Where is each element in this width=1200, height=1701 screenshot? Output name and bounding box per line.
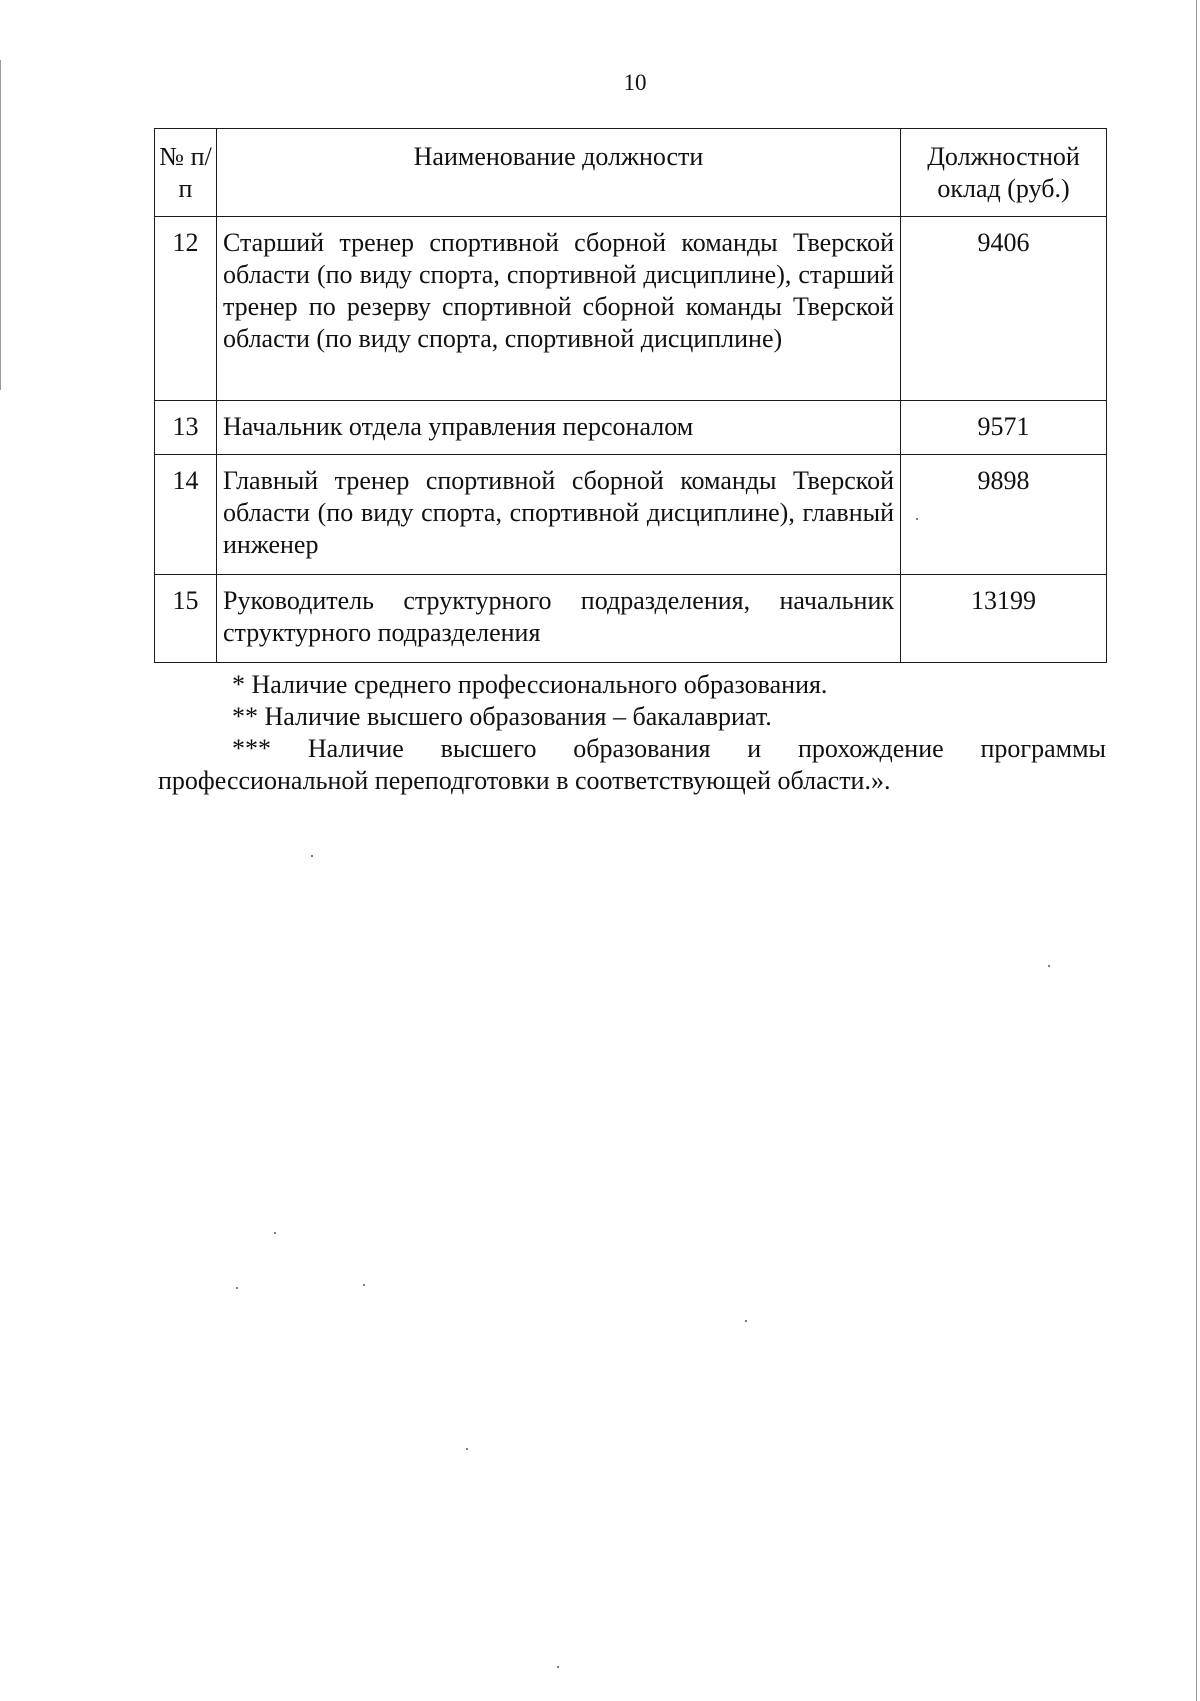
table-header-row: [155, 129, 1107, 217]
scan-speck: [557, 1666, 559, 1668]
scan-speck: [466, 1448, 468, 1450]
row-position: Старший тренер спортивной сборной команды Тверской области (по виду спорта, спортивной дисциплине), старший тренер по резерву спортивной сборной команды Тверской области (по виду спорта, спортивной дисциплине): [217, 217, 901, 401]
scan-speck: [236, 1287, 238, 1289]
table-row: [155, 401, 1107, 455]
scan-speck: [363, 1284, 365, 1286]
scan-speck: [311, 855, 313, 857]
row-position: Главный тренер спортивной сборной команды Тверской области (по виду спорта, спортивной дисциплине), главный инженер: [217, 455, 901, 575]
footnote-secondary-education: * Наличие среднего профессионального образования.: [232, 670, 828, 699]
footnotes: [158, 669, 1106, 797]
table-row: [155, 575, 1107, 663]
row-salary: 9406: [901, 217, 1107, 401]
row-salary: 9571: [901, 401, 1107, 455]
row-salary: 9898: [901, 455, 1107, 575]
scan-speck: [745, 1320, 747, 1322]
row-number: 15: [155, 575, 217, 663]
header-salary: Должностной оклад (руб.): [901, 129, 1107, 217]
scan-speck: [1048, 965, 1050, 967]
row-salary: 13199: [901, 575, 1107, 663]
header-position: Наименование должности: [217, 129, 901, 217]
header-number: № п/п: [155, 129, 217, 217]
footnote-higher-retraining: *** Наличие высшего образования и прохождение программы профессиональной переподготовки в соответствующей области.».: [158, 734, 1106, 795]
table-row: [155, 455, 1107, 575]
row-position: Руководитель структурного подразделения, начальник структурного подразделения: [217, 575, 901, 663]
row-number: 13: [155, 401, 217, 455]
footnote-bachelor: ** Наличие высшего образования – бакалавриат.: [232, 702, 772, 731]
page-number: 10: [623, 70, 647, 95]
scan-speck: [274, 1232, 276, 1234]
scan-speck: [916, 518, 918, 520]
row-number: 12: [155, 217, 217, 401]
row-number: 14: [155, 455, 217, 575]
scan-edge-line: [0, 60, 1, 390]
scan-edge-line: [1196, 0, 1197, 1701]
row-position: Начальник отдела управления персоналом: [217, 401, 901, 455]
salary-table: [154, 128, 1107, 663]
table-row: [155, 217, 1107, 401]
